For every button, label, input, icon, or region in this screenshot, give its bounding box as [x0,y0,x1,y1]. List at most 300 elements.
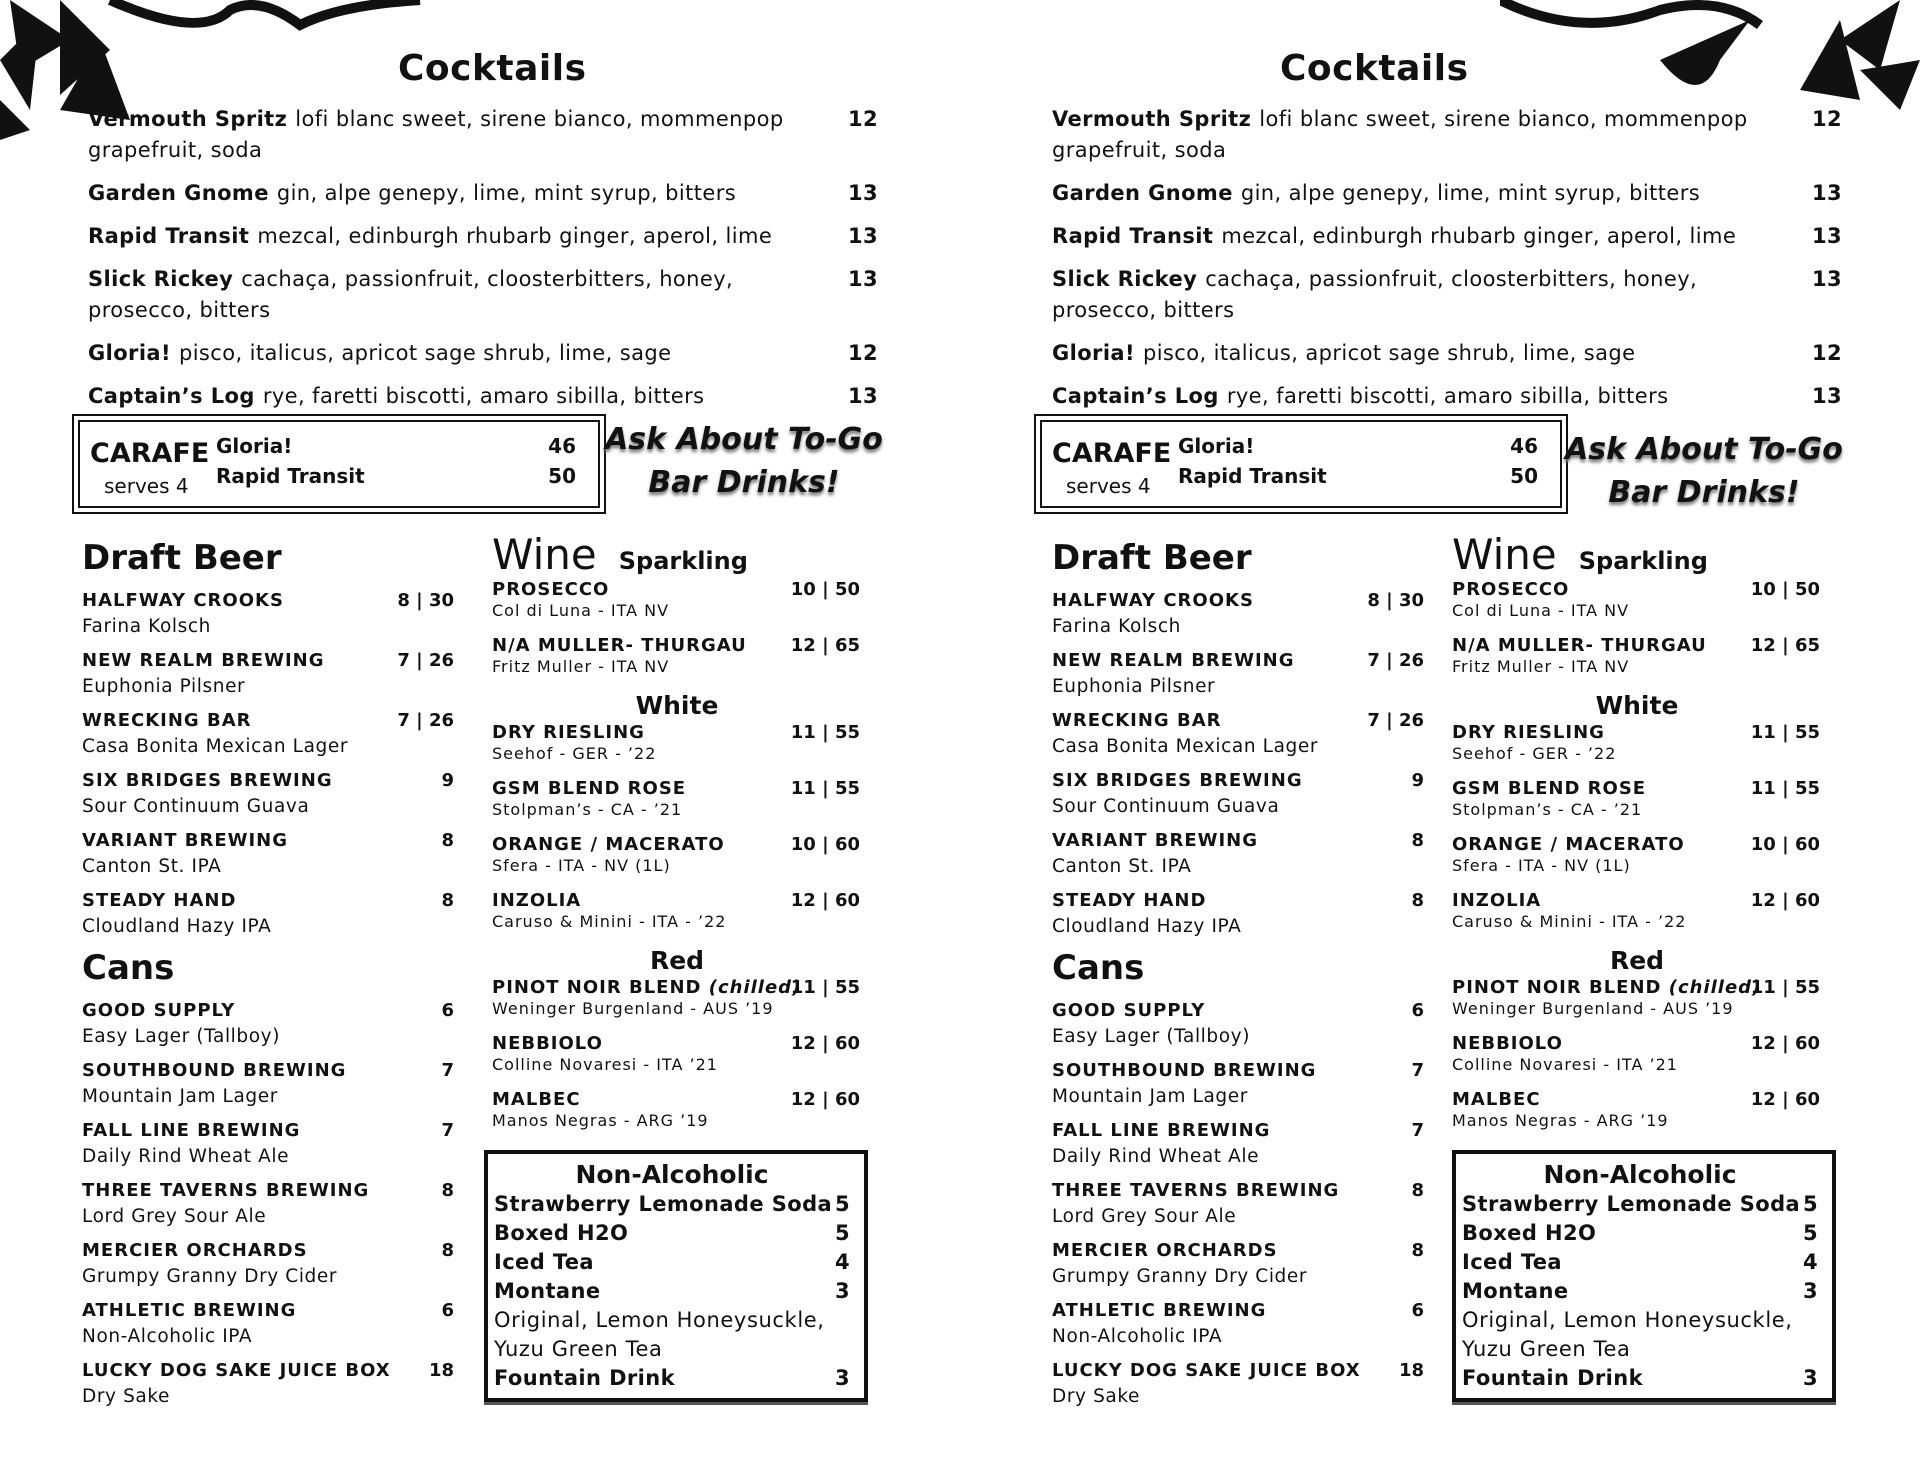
beer-style: Euphonia Pilsner [1052,676,1216,697]
beer-item [1052,588,1424,640]
beer-item [1052,708,1424,760]
cocktail-price: 13 [847,267,878,291]
cocktail-name: Slick Rickey [1052,267,1198,291]
beer-style: Sour Continuum Guava [1052,796,1280,817]
beer-column [82,532,454,1418]
wine-name: DRY RIESLING [1452,722,1605,743]
beer-item [1052,888,1424,940]
wine-price: 10 | 50 [1750,579,1820,600]
cocktail-description: rye, faretti biscotti, amaro sibilla, bitters [1226,384,1669,408]
wine-price: 12 | 60 [1750,1089,1820,1110]
na-item [1462,1248,1818,1277]
wine-name: N/A MULLER- THURGAU [492,635,747,656]
beer-price: 7 | 26 [1367,710,1424,731]
carafe-box [78,420,600,508]
beer-price: 8 [441,830,454,851]
wine-source: Caruso & Minini - ITA - ’22 [1452,912,1687,931]
wine-name: INZOLIA [1452,890,1542,911]
can-price: 7 [441,1120,454,1141]
beer-item [82,828,454,880]
carafe-item-price: 46 [1510,434,1538,458]
can-style: Lord Grey Sour Ale [82,1206,267,1227]
wine-item [1452,635,1820,677]
cocktail-item [88,338,878,369]
wine-source: Colline Novaresi - ITA ’21 [492,1055,718,1074]
cocktail-description: rye, faretti biscotti, amaro sibilla, bitters [262,384,705,408]
menu-panel-right [960,0,1920,1484]
wine-price: 12 | 60 [790,1089,860,1110]
wine-price: 12 | 60 [790,890,860,911]
can-style: Dry Sake [1052,1386,1140,1407]
carafe-label: CARAFE [1052,438,1172,469]
wine-price: 11 | 55 [1750,722,1820,743]
cocktail-item [88,264,878,326]
carafe-item-name: Gloria! [216,434,293,458]
can-price: 6 [441,1000,454,1021]
wine-item [1452,579,1820,621]
beer-item [82,648,454,700]
beer-style: Casa Bonita Mexican Lager [82,736,349,757]
cocktail-item [88,221,878,252]
wine-name: N/A MULLER- THURGAU [1452,635,1707,656]
wine-name: GSM BLEND ROSE [1452,778,1647,799]
wine-note: (chilled) [708,977,802,998]
cocktail-description: gin, alpe genepy, lime, mint syrup, bitters [1240,181,1701,205]
cocktail-price: 13 [847,181,878,205]
can-brewery: LUCKY DOG SAKE JUICE BOX [1052,1360,1361,1381]
wine-price: 11 | 55 [1750,778,1820,799]
can-brewery: SOUTHBOUND BREWING [82,1060,347,1081]
na-item-name: Strawberry Lemonade Soda [1462,1192,1801,1216]
beer-item [82,708,454,760]
cocktail-name: Gloria! [88,341,171,365]
na-item-name: Montane [494,1279,601,1303]
non-alcoholic-box [484,1150,868,1402]
draft-beer-title: Draft Beer [82,538,282,578]
can-brewery: LUCKY DOG SAKE JUICE BOX [82,1360,391,1381]
can-price: 8 [441,1180,454,1201]
wine-price: 11 | 55 [790,778,860,799]
can-item [82,1118,454,1170]
can-price: 6 [441,1300,454,1321]
beer-brewery: HALFWAY CROOKS [1052,590,1254,611]
wine-source: Col di Luna - ITA NV [492,601,670,620]
wine-price: 12 | 60 [790,1033,860,1054]
draft-beer-title: Draft Beer [1052,538,1252,578]
can-brewery: FALL LINE BREWING [82,1120,301,1141]
sparkling-title: Sparkling [618,547,748,575]
wine-item [1452,834,1820,876]
na-item-price: 5 [1802,1221,1818,1245]
wine-item [1452,1089,1820,1131]
wine-item [492,977,860,1019]
beer-price: 9 [1411,770,1424,791]
can-style: Non-Alcoholic IPA [1052,1326,1223,1347]
carafe-item-price: 50 [548,464,576,488]
can-price: 18 [1398,1360,1424,1381]
cocktail-name: Captain’s Log [1052,384,1219,408]
beer-brewery: NEW REALM BREWING [82,650,325,671]
cocktail-name: Rapid Transit [1052,224,1214,248]
cocktail-price: 13 [1811,384,1842,408]
can-item [82,1178,454,1230]
wine-item [1452,1033,1820,1075]
beer-price: 7 | 26 [397,710,454,731]
na-item-name: Fountain Drink [1462,1366,1643,1390]
na-item [494,1277,850,1306]
cocktail-name: Garden Gnome [1052,181,1233,205]
non-alcoholic-title: Non-Alcoholic [1543,1160,1737,1189]
wine-name: PINOT NOIR BLEND [1452,977,1669,998]
cocktail-item [1052,381,1842,412]
beer-brewery: STEADY HAND [1052,890,1207,911]
cocktail-description: lofi blanc sweet, sirene bianco, mommenpop grapefruit, soda [88,107,784,162]
wine-column [1452,530,1820,1145]
beer-style: Canton St. IPA [82,856,222,877]
wine-price: 10 | 60 [790,834,860,855]
wine-name: DRY RIESLING [492,722,645,743]
carafe-serves: serves 4 [1066,474,1151,498]
can-price: 8 [441,1240,454,1261]
can-style: Grumpy Granny Dry Cider [82,1266,338,1287]
cocktail-name: Rapid Transit [88,224,250,248]
wine-price: 11 | 55 [790,722,860,743]
can-price: 7 [1411,1060,1424,1081]
can-price: 8 [1411,1180,1424,1201]
beer-brewery: WRECKING BAR [1052,710,1222,731]
cocktail-item [1052,178,1842,209]
cocktail-price: 12 [847,341,878,365]
can-brewery: ATHLETIC BREWING [1052,1300,1267,1321]
na-item [1462,1219,1818,1248]
wine-item [492,635,860,677]
na-item-name: Boxed H2O [1462,1221,1597,1245]
na-item-price: 5 [834,1221,850,1245]
wine-price: 10 | 60 [1750,834,1820,855]
wine-price: 12 | 65 [1750,635,1820,656]
cocktail-description: pisco, italicus, apricot sage shrub, lime, sage [178,341,672,365]
wine-item [492,722,860,764]
cocktail-price: 13 [1811,181,1842,205]
beer-price: 7 | 26 [397,650,454,671]
to-go-line-2: Bar Drinks! [1608,475,1800,510]
can-item [82,1238,454,1290]
na-item-price: 4 [1802,1250,1818,1274]
beer-brewery: NEW REALM BREWING [1052,650,1295,671]
beer-brewery: SIX BRIDGES BREWING [82,770,333,791]
sparkling-title: Sparkling [1578,547,1708,575]
wine-item [492,778,860,820]
wine-price: 10 | 50 [790,579,860,600]
wine-name: MALBEC [1452,1089,1541,1110]
to-go-notice [1554,428,1854,514]
can-item [1052,1358,1424,1410]
can-price: 6 [1411,1300,1424,1321]
can-brewery: GOOD SUPPLY [1052,1000,1206,1021]
cocktail-name: Captain’s Log [88,384,255,408]
to-go-line-1: Ask About To-Go [1565,432,1843,467]
beer-item [1052,648,1424,700]
white-title: White [635,691,719,720]
na-item-price: 3 [1802,1366,1818,1390]
wine-column [492,530,860,1145]
carafe-serves: serves 4 [104,474,189,498]
na-item [494,1219,850,1248]
cocktail-list [88,104,878,424]
wine-source: Fritz Muller - ITA NV [1452,657,1630,676]
beer-brewery: VARIANT BREWING [1052,830,1259,851]
can-style: Mountain Jam Lager [1052,1086,1248,1107]
na-item-name: Strawberry Lemonade Soda [494,1192,833,1216]
wine-source: Fritz Muller - ITA NV [492,657,670,676]
cocktail-description: cachaça, passionfruit, cloosterbitters, honey, prosecco, bitters [1052,267,1698,322]
can-item [1052,1238,1424,1290]
can-style: Easy Lager (Tallboy) [82,1026,281,1047]
can-style: Daily Rind Wheat Ale [1052,1146,1260,1167]
wine-source: Colline Novaresi - ITA ’21 [1452,1055,1678,1074]
beer-price: 9 [441,770,454,791]
wine-price: 11 | 55 [1750,977,1820,998]
cocktails-title: Cocktails [1280,48,1469,89]
wine-name: ORANGE / MACERATO [492,834,725,855]
can-style: Grumpy Granny Dry Cider [1052,1266,1308,1287]
cocktail-item [1052,338,1842,369]
na-item-price: 3 [834,1279,850,1303]
cocktail-description: lofi blanc sweet, sirene bianco, mommenpop grapefruit, soda [1052,107,1748,162]
na-item-price: 5 [1802,1192,1818,1216]
cocktail-description: mezcal, edinburgh rhubarb ginger, aperol, lime [257,224,773,248]
na-item [494,1364,850,1393]
cocktail-price: 12 [1811,107,1842,131]
cocktail-item [88,178,878,209]
red-title: Red [1609,946,1665,975]
carafe-item-price: 46 [548,434,576,458]
can-brewery: FALL LINE BREWING [1052,1120,1271,1141]
wine-item [1452,778,1820,820]
na-item-price: 3 [834,1366,850,1390]
to-go-notice [594,418,894,504]
can-brewery: MERCIER ORCHARDS [1052,1240,1278,1261]
beer-style: Casa Bonita Mexican Lager [1052,736,1319,757]
cocktail-description: mezcal, edinburgh rhubarb ginger, aperol, lime [1221,224,1737,248]
beer-style: Farina Kolsch [82,616,211,637]
beer-price: 8 [1411,830,1424,851]
cocktail-description: cachaça, passionfruit, cloosterbitters, honey, prosecco, bitters [88,267,734,322]
na-note-line: Original, Lemon Honeysuckle, [1462,1308,1793,1332]
na-item-name: Montane [1462,1279,1569,1303]
na-item [494,1248,850,1277]
beer-brewery: WRECKING BAR [82,710,252,731]
can-price: 6 [1411,1000,1424,1021]
cocktail-item [88,104,878,166]
cocktail-price: 13 [847,224,878,248]
beer-style: Cloudland Hazy IPA [82,916,272,937]
beer-item [82,588,454,640]
can-brewery: THREE TAVERNS BREWING [1052,1180,1340,1201]
cocktail-item [1052,264,1842,326]
can-price: 8 [1411,1240,1424,1261]
na-item-name: Iced Tea [494,1250,594,1274]
wine-source: Seehof - GER - ’22 [1452,744,1617,763]
wine-source: Sfera - ITA - NV (1L) [492,856,671,875]
can-brewery: THREE TAVERNS BREWING [82,1180,370,1201]
wine-source: Col di Luna - ITA NV [1452,601,1630,620]
can-item [82,1358,454,1410]
wine-source: Weninger Burgenland - AUS ’19 [492,999,774,1018]
wine-name: NEBBIOLO [1452,1033,1563,1054]
wine-item [1452,722,1820,764]
wine-name: PROSECCO [492,579,610,600]
cocktail-name: Gloria! [1052,341,1135,365]
na-item [1462,1277,1818,1306]
wine-note: (chilled) [1668,977,1762,998]
carafe-item [1178,434,1538,458]
can-item [1052,1298,1424,1350]
cocktail-price: 12 [1811,341,1842,365]
na-note-line: Yuzu Green Tea [494,1337,663,1361]
to-go-line-2: Bar Drinks! [648,465,840,500]
wine-item [492,579,860,621]
beer-price: 8 | 30 [1367,590,1424,611]
beer-item [1052,828,1424,880]
non-alcoholic-box [1452,1150,1836,1402]
wine-price: 12 | 65 [790,635,860,656]
wine-name: MALBEC [492,1089,581,1110]
cocktail-name: Slick Rickey [88,267,234,291]
wine-source: Stolpman’s - CA - ’21 [1452,800,1643,819]
cocktail-price: 12 [847,107,878,131]
wine-title: Wine [1452,530,1557,579]
cocktail-name: Vermouth Spritz [88,107,288,131]
carafe-label: CARAFE [90,438,210,469]
cocktail-item [88,381,878,412]
cocktail-price: 13 [1811,267,1842,291]
beer-style: Euphonia Pilsner [82,676,246,697]
cans-title: Cans [1052,948,1145,988]
can-item [82,998,454,1050]
carafe-item-price: 50 [1510,464,1538,488]
na-item-name: Iced Tea [1462,1250,1562,1274]
can-item [82,1298,454,1350]
wine-item [492,834,860,876]
na-note-line: Yuzu Green Tea [1462,1337,1631,1361]
beer-brewery: VARIANT BREWING [82,830,289,851]
can-style: Daily Rind Wheat Ale [82,1146,290,1167]
can-brewery: ATHLETIC BREWING [82,1300,297,1321]
beer-style: Cloudland Hazy IPA [1052,916,1242,937]
wine-name: PINOT NOIR BLEND [492,977,709,998]
can-brewery: GOOD SUPPLY [82,1000,236,1021]
can-brewery: SOUTHBOUND BREWING [1052,1060,1317,1081]
beer-price: 8 [1411,890,1424,911]
can-style: Dry Sake [82,1386,170,1407]
cocktail-item [1052,221,1842,252]
wine-name: NEBBIOLO [492,1033,603,1054]
can-item [1052,1118,1424,1170]
beer-style: Canton St. IPA [1052,856,1192,877]
wine-source: Caruso & Minini - ITA - ’22 [492,912,727,931]
wine-item [492,1033,860,1075]
can-brewery: MERCIER ORCHARDS [82,1240,308,1261]
can-style: Non-Alcoholic IPA [82,1326,253,1347]
beer-column [1052,532,1424,1418]
beer-style: Farina Kolsch [1052,616,1181,637]
na-item-name: Fountain Drink [494,1366,675,1390]
carafe-item [216,464,576,488]
beer-brewery: SIX BRIDGES BREWING [1052,770,1303,791]
can-style: Mountain Jam Lager [82,1086,278,1107]
beer-brewery: STEADY HAND [82,890,237,911]
wine-item [1452,890,1820,932]
wine-source: Stolpman’s - CA - ’21 [492,800,683,819]
wine-source: Seehof - GER - ’22 [492,744,657,763]
can-item [1052,1058,1424,1110]
beer-item [1052,768,1424,820]
non-alcoholic-title: Non-Alcoholic [575,1160,769,1189]
red-title: Red [649,946,705,975]
beer-brewery: HALFWAY CROOKS [82,590,284,611]
white-title: White [1595,691,1679,720]
can-price: 7 [441,1060,454,1081]
wine-name: GSM BLEND ROSE [492,778,687,799]
cocktail-description: gin, alpe genepy, lime, mint syrup, bitters [276,181,737,205]
carafe-item-name: Gloria! [1178,434,1255,458]
wine-name: PROSECCO [1452,579,1570,600]
can-style: Easy Lager (Tallboy) [1052,1026,1251,1047]
na-item-price: 3 [1802,1279,1818,1303]
carafe-item-name: Rapid Transit [1178,464,1327,488]
can-price: 18 [428,1360,454,1381]
cocktail-price: 13 [1811,224,1842,248]
wine-item [1452,977,1820,1019]
beer-price: 8 [441,890,454,911]
na-note-line: Original, Lemon Honeysuckle, [494,1308,825,1332]
na-item-name: Boxed H2O [494,1221,629,1245]
na-item [494,1190,850,1219]
cocktail-name: Garden Gnome [88,181,269,205]
na-item [1462,1190,1818,1219]
carafe-item [216,434,576,458]
cocktail-list [1052,104,1842,424]
wine-source: Manos Negras - ARG ’19 [492,1111,709,1130]
beer-style: Sour Continuum Guava [82,796,310,817]
cocktail-price: 13 [847,384,878,408]
can-item [1052,1178,1424,1230]
carafe-item-name: Rapid Transit [216,464,365,488]
wine-name: INZOLIA [492,890,582,911]
can-item [1052,998,1424,1050]
na-item-price: 5 [834,1192,850,1216]
na-item [1462,1364,1818,1393]
cocktails-title: Cocktails [398,48,587,89]
beer-price: 7 | 26 [1367,650,1424,671]
wine-item [492,890,860,932]
wine-price: 12 | 60 [1750,1033,1820,1054]
can-style: Lord Grey Sour Ale [1052,1206,1237,1227]
wine-source: Sfera - ITA - NV (1L) [1452,856,1631,875]
wine-price: 11 | 55 [790,977,860,998]
cocktail-name: Vermouth Spritz [1052,107,1252,131]
to-go-line-1: Ask About To-Go [605,422,883,457]
beer-item [82,888,454,940]
wine-source: Manos Negras - ARG ’19 [1452,1111,1669,1130]
cocktail-description: pisco, italicus, apricot sage shrub, lime, sage [1142,341,1636,365]
wine-name: ORANGE / MACERATO [1452,834,1685,855]
wine-price: 12 | 60 [1750,890,1820,911]
cocktail-item [1052,104,1842,166]
can-price: 7 [1411,1120,1424,1141]
carafe-box [1040,420,1562,508]
